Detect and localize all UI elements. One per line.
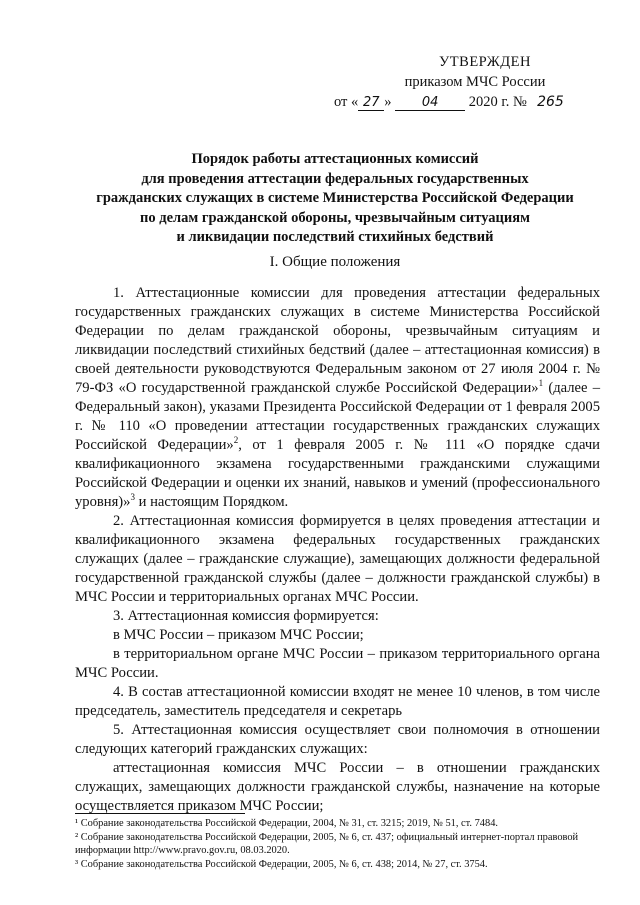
approval-order: приказом МЧС России: [404, 74, 546, 90]
approval-stamp: [320, 52, 610, 112]
footnote-divider: [75, 813, 245, 814]
approval-number: 265: [537, 94, 564, 110]
paragraph-3-item-b: в территориальном органе МЧС России – приказом территориального органа МЧС России.: [75, 646, 600, 681]
title-line: для проведения аттестации федеральных государственных: [141, 170, 529, 187]
paragraph-1-text-c: , от 1 февраля 2005 г. № 111 «О порядке сдачи квалификационного экзамена государственными гражданскими служащими Российской Федерации и оценки их знаний, навыков и умений (профессионального уровня)»: [75, 437, 600, 510]
section-heading: I. Общие положения: [269, 254, 401, 270]
approval-month: 04: [395, 95, 465, 111]
approval-from: от «: [334, 94, 359, 110]
approval-title: УТВЕРЖДЕН: [439, 54, 531, 70]
paragraph-5: 5. Аттестационная комиссия осуществляет свои полномочия в отношении следующих категорий гражданских служащих:: [75, 722, 600, 757]
document-title: [70, 150, 600, 248]
footnote-1: ¹ Собрание законодательства Российской Федерации, 2004, № 31, ст. 3215; 2019, № 51, ст. 7484.: [75, 818, 498, 829]
footnotes: [75, 817, 600, 871]
paragraph-3-item-a: в МЧС России – приказом МЧС России;: [113, 627, 364, 643]
approval-day: 27: [358, 95, 384, 111]
paragraph-1-text-b: (далее – Федеральный закон), указами Президента Российской Федерации от 1 февраля 2005 г. № 110 «О проведении аттестации государственных гражданских служащих Российской Федерации»: [75, 380, 600, 453]
footnote-ref-2: 2: [233, 435, 239, 446]
paragraph-4: 4. В состав аттестационной комиссии входят не менее 10 членов, в том числе председатель, заместитель председателя и секретарь: [75, 684, 600, 719]
title-line: и ликвидации последствий стихийных бедствий: [176, 229, 494, 245]
paragraph-1-text-a: 1. Аттестационные комиссии для проведения аттестации федеральных государственных гражданских служащих в системе Министерства Российской Федерации по делам гражданской обороны, чрезвычайным ситуациям и ликвидации последствий стихийных бедствий (далее – аттестационная комиссия) в своей деятельности руководствуются Федеральным законом от 27 июля 2004 г. № 79-ФЗ «О государственной гражданской службе Российской Федерации»: [75, 285, 600, 396]
footnote-ref-1: 1: [538, 378, 544, 389]
paragraph-5-item-a: аттестационная комиссия МЧС России – в отношении гражданских служащих, замещающих должности гражданской службы, назначение на которые осуществляется приказом МЧС России;: [75, 760, 600, 814]
approval-close-quote: »: [384, 94, 392, 110]
footnote-3: ³ Собрание законодательства Российской Федерации, 2005, № 6, ст. 438; 2014, № 27, ст. 3754.: [75, 858, 488, 870]
footnote-ref-3: 3: [130, 492, 135, 503]
title-line: Порядок работы аттестационных комиссий: [191, 151, 479, 167]
title-line: гражданских служащих в системе Министерства Российской Федерации: [96, 190, 574, 206]
document-body: [75, 284, 600, 816]
paragraph-2: 2. Аттестационная комиссия формируется в целях проведения аттестации и квалификационного экзамена федеральных государственных гражданских служащих (далее – гражданские служащие), замещающих должности федеральной государственной гражданской службы (далее – должности гражданской службы) в МЧС России и территориальных органах МЧС России.: [75, 513, 600, 605]
paragraph-3: 3. Аттестационная комиссия формируется:: [113, 608, 379, 624]
approval-date-line: [320, 92, 610, 112]
paragraph-1: [75, 284, 600, 512]
approval-year: 2020 г. №: [468, 94, 527, 110]
title-line: по делам гражданской обороны, чрезвычайным ситуациям: [140, 209, 530, 226]
footnote-2: ² Собрание законодательства Российской Федерации, 2005, № 6, ст. 437; официальный интернет-портал правовой информации http://www.pravo.gov.ru, 08.03.2020.: [75, 831, 579, 856]
paragraph-1-text-d: и настоящим Порядком.: [134, 494, 289, 510]
